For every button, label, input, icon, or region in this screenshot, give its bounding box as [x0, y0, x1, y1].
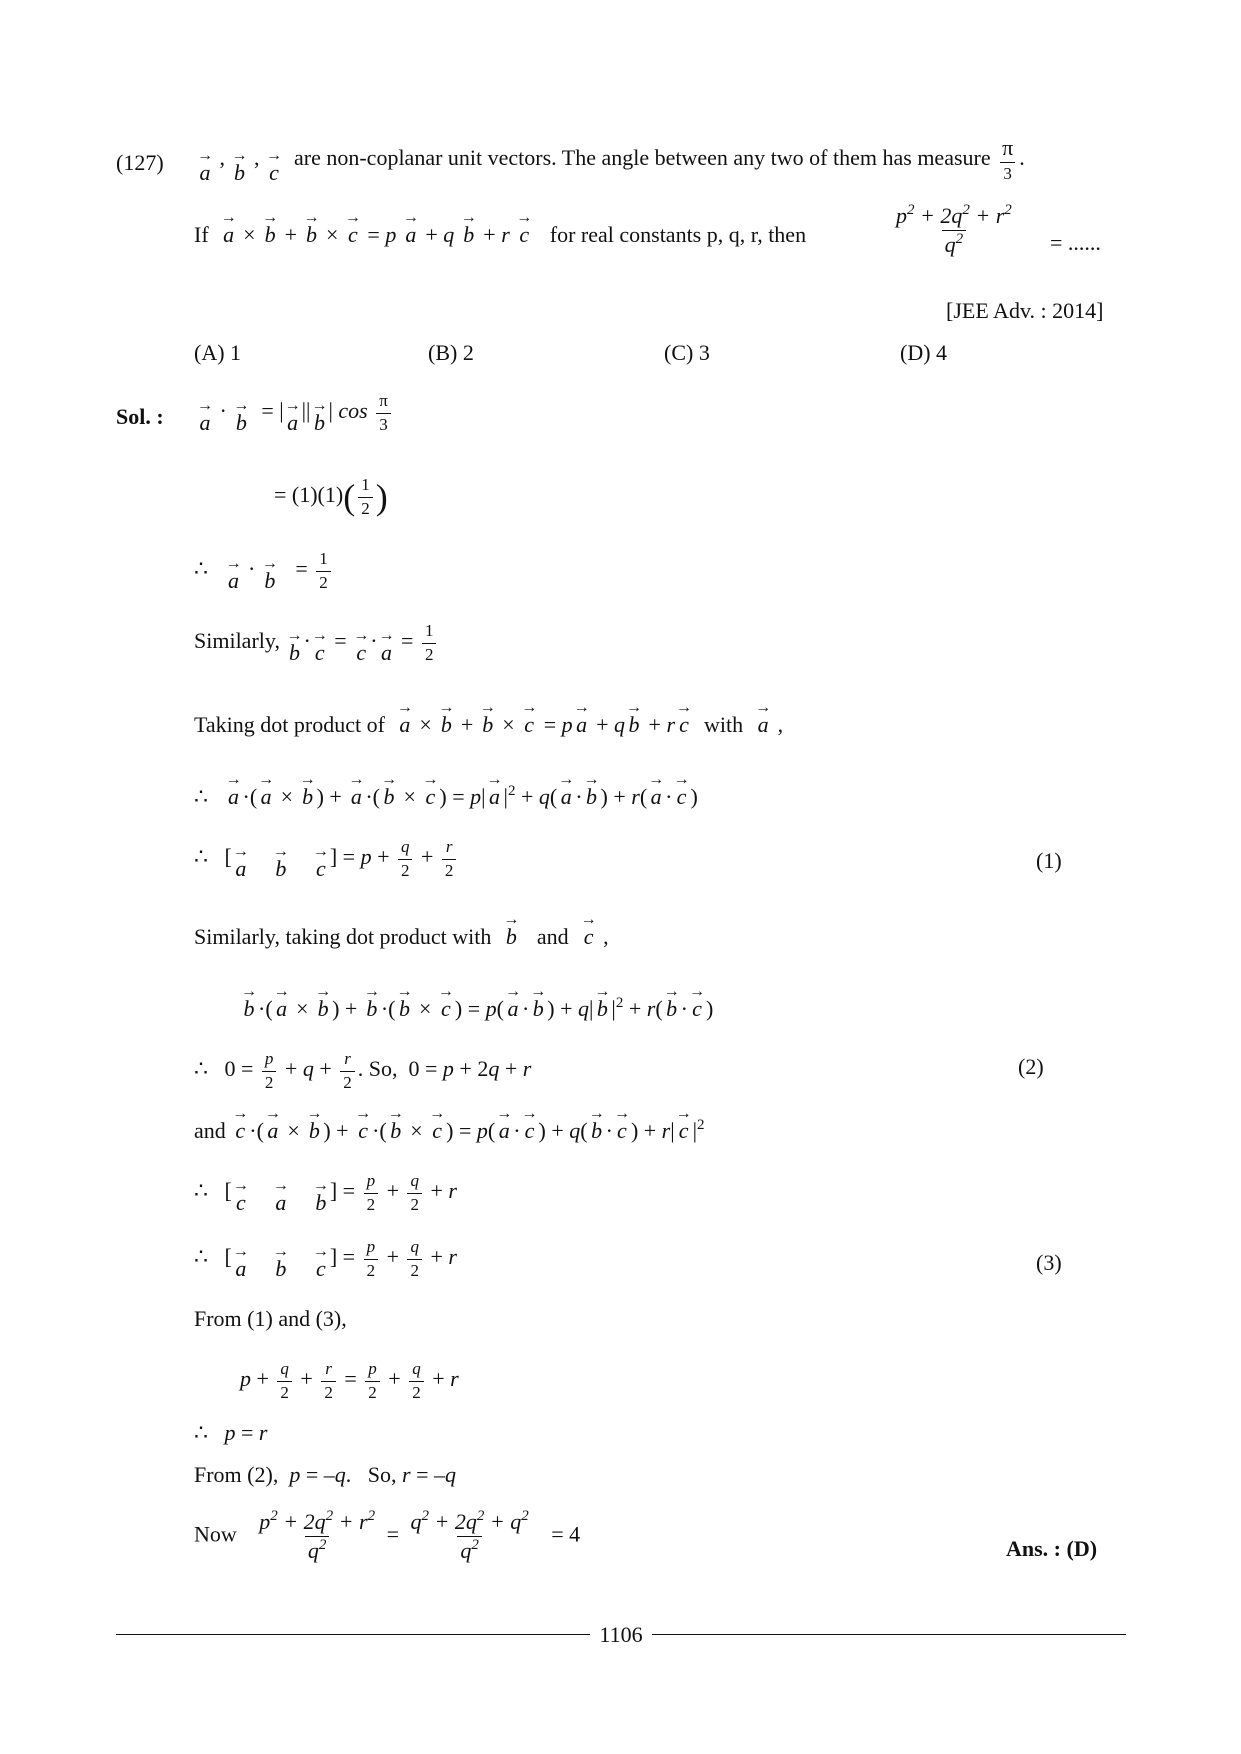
- step-eq1: ∴ [ → a → b → c ] = p + $\frac{q}{2}$ + $\frac{r}{2}$: [194, 838, 459, 880]
- step-dot-product: → a · → b = | → a || → b | cos $\frac{\pi}{3}$: [196, 392, 394, 434]
- step-similarly: Similarly, → b · → c = → c · → a = $\frac{1}{2}$: [194, 622, 439, 664]
- similarly-word: Similarly,: [194, 628, 280, 654]
- step-compare: p + $\frac{q}{2}$ + $\frac{r}{2}$ = $\frac{p}{2}$ + $\frac{q}{2}$ + r: [240, 1359, 459, 1402]
- step-values: = (1)(1)( $\frac{1}{2}$ ): [274, 475, 388, 518]
- similarly-2-text: Similarly, taking dot product with: [194, 924, 492, 949]
- step-eq3: ∴ [ → a → b → c ] = $\frac{p}{2}$ + $\frac{q}{2}$ + r: [194, 1237, 457, 1282]
- eq-ref-3: (3): [1036, 1250, 1062, 1275]
- question-number: (127): [116, 150, 164, 175]
- eq-ref-1: (1): [1036, 848, 1062, 873]
- option-b: (B) 2: [428, 340, 474, 365]
- footer-rule-left: [116, 1634, 590, 1635]
- step-eq2: ∴ 0 = $\frac{p}{2}$ + q + $\frac{r}{2}$ . So, 0 = p + 2q + r: [194, 1049, 532, 1092]
- source-tag: [JEE Adv. : 2014]: [946, 298, 1104, 323]
- if-word: If: [194, 222, 209, 247]
- with-word: with: [704, 712, 744, 737]
- so-word: So,: [368, 1056, 398, 1082]
- now-word: Now: [194, 1521, 237, 1547]
- taking-dot-text: Taking dot product of: [194, 712, 385, 737]
- and-word: and: [536, 924, 569, 949]
- step-b-dot-expansion: → b ·( → a × → b ) + → b ·( → b × → c ) = p( → a · → b ) + q| → b $|^2 + r$( → b · → c ): [241, 983, 714, 1021]
- step-therefore-ab: ∴ → a · → b = $\frac{1}{2}$: [194, 550, 334, 592]
- step-a-dot-expansion: ∴ → a ·( → a × → b ) + → a ·( → b × → c ) = p| → a $|^2 + q$( → a · → b ) + r( → a · → c ): [194, 771, 698, 809]
- step-similarly-2: Similarly, taking dot product with → b and → c ,: [194, 911, 609, 949]
- option-a: (A) 1: [194, 340, 242, 365]
- solution-label: Sol. :: [116, 404, 164, 429]
- step-now-final: Now $\frac{p^2 + 2q^2 + r^2}{q^2}$ = $\frac{q^2 + 2q^2 + q^2}{q^2}$ = 4: [194, 1508, 581, 1564]
- question-dots: = ......: [1050, 230, 1101, 255]
- option-c: (C) 3: [664, 340, 710, 365]
- from-1-and-3: From (1) and (3),: [194, 1306, 347, 1331]
- question-line-2-text: for real constants p, q, r, then: [549, 222, 807, 247]
- step-cab: ∴ [ → c → a → b ] = $\frac{p}{2}$ + $\frac{q}{2}$ + r: [194, 1171, 457, 1216]
- answer-label: Ans. : (D): [1006, 1536, 1098, 1561]
- step-from-2: From (2), p = –q. So, r = –q: [194, 1462, 456, 1487]
- question-fraction: $\frac{p^2 + 2q^2 + r^2}{q^2}$: [896, 202, 1012, 258]
- question-line-1: → a , → b , → c are non-coplanar unit vectors. The angle between any two of them has measure $\frac{\pi}{3}$ .: [197, 135, 1025, 185]
- question-line-2: If → a × → b + → b × → c = p → a + q → b + r → c for real constants p, q, r, then: [194, 209, 807, 247]
- and-word-2: and: [194, 1118, 226, 1143]
- page-number: 1106: [599, 1622, 643, 1647]
- footer-rule-right: [652, 1634, 1126, 1635]
- from-2-word: From (2),: [194, 1462, 279, 1487]
- step-p-equals-r: ∴ p = r: [194, 1420, 268, 1445]
- question-line-1-text: are non-coplanar unit vectors. The angle between any two of them has measure: [294, 144, 991, 170]
- eq-ref-2: (2): [1018, 1054, 1044, 1079]
- step-c-dot-expansion: and → c ·( → a × → b ) + → c ·( → b × → c ) = p( → a · → c ) + q( → b · → c ) + r| → c $|^2$: [194, 1105, 705, 1143]
- step-taking-dot: Taking dot product of → a × → b + → b × → c = p → a + q → b + r → c with → a ,: [194, 699, 784, 737]
- option-d: (D) 4: [900, 340, 948, 365]
